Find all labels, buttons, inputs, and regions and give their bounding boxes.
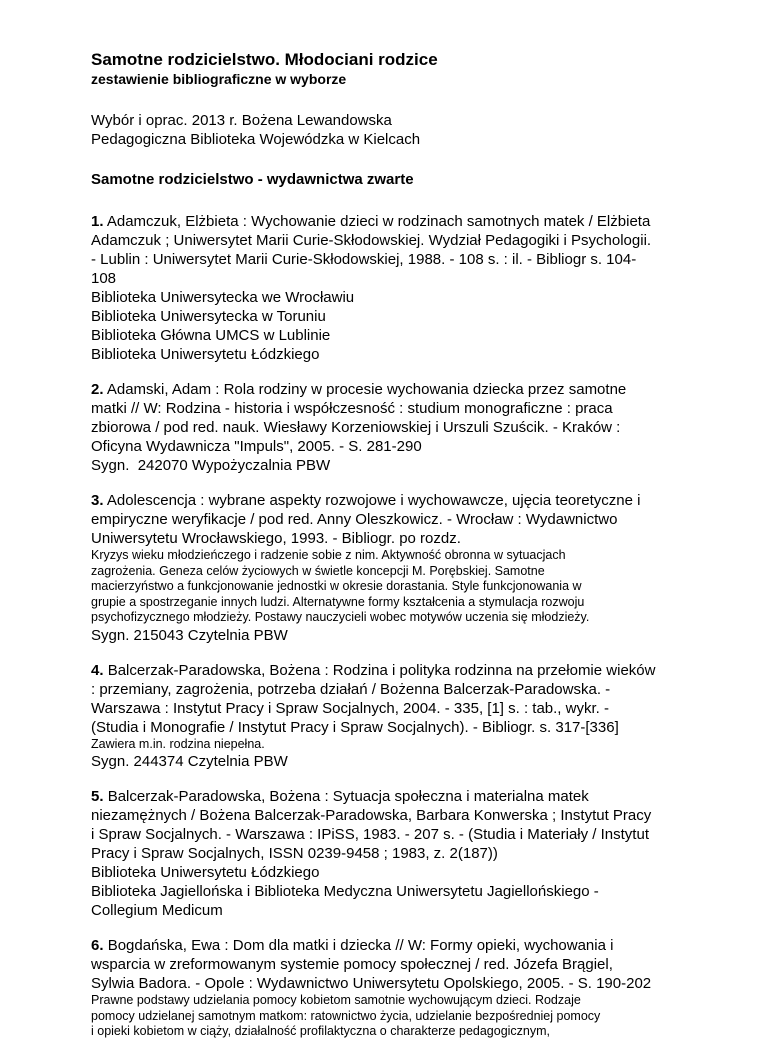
entry-line: Oficyna Wydawnicza "Impuls", 2005. - S. 281-290	[91, 438, 422, 455]
entry-line: Pracy i Spraw Socjalnych, ISSN 0239-9458 ; 1983, z. 2(187))	[91, 845, 498, 862]
entry-line: (Studia i Monografie / Instytut Pracy i Spraw Socjalnych). - Bibliogr. s. 317-[336]	[91, 718, 619, 736]
entry-line: Sylwia Badora. - Opole : Wydawnictwo Uniwersytetu Opolskiego, 2005. - S. 190-202	[91, 975, 652, 992]
entry-line: Warszawa : Instytut Pracy i Spraw Socjalnych, 2004. - 335, [1] s. : tab., wykr. -	[91, 699, 609, 717]
note-line: i opieki kobietom w ciąży, działalność profilaktyczna o charakterze pedagogicznym,	[91, 1024, 551, 1038]
entry-number: 6.	[91, 937, 104, 954]
entry-signature: Sygn. 215043 Czytelnia PBW	[91, 626, 288, 644]
entry-signature: Sygn. 242070 Wypożyczalnia PBW	[91, 457, 331, 474]
entry-description	[91, 491, 691, 548]
entry-line: - Lublin : Uniwersytet Marii Curie-Skłodowskiej, 1988. - 108 s. : il. - Bibliogr s. 104-	[91, 251, 637, 268]
library-location: Collegium Medicum	[91, 902, 223, 919]
note-line: grupie a spostrzeganie innych ludzi. Alternatywne formy kształcenia a stymulacja rozwoju	[91, 594, 585, 609]
entry-line: Bogdańska, Ewa : Dom dla matki i dziecka // W: Formy opieki, wychowania i	[107, 937, 614, 954]
entry-description	[91, 661, 691, 737]
document-title: Samotne rodzicielstwo. Młodociani rodzice	[91, 50, 438, 69]
entry-number: 1.	[91, 213, 104, 230]
intro-block	[91, 111, 691, 149]
intro-line: Wybór i oprac. 2013 r. Bożena Lewandowska	[91, 112, 392, 129]
entry-description	[91, 380, 691, 456]
section-title: Samotne rodzicielstwo - wydawnictwa zwarte	[91, 171, 414, 188]
entry-description	[91, 212, 691, 288]
bibliography-entry	[91, 380, 691, 475]
entry-note	[91, 548, 691, 626]
entry-number: 3.	[91, 492, 104, 509]
entry-line: Adamczuk, Elżbieta : Wychowanie dzieci w rodzinach samotnych matek / Elżbieta	[106, 213, 651, 230]
document-subtitle: zestawienie bibliograficzne w wyborze	[91, 71, 347, 87]
entry-line: : przemiany, zagrożenia, potrzeba działań / Bożenna Balcerzak-Paradowska. -	[91, 680, 611, 698]
entry-signature: Sygn. 244374 Czytelnia PBW	[91, 753, 288, 770]
entry-line: empiryczne weryfikacje / pod red. Anny Oleszkowicz. - Wrocław : Wydawnictwo	[91, 511, 618, 528]
note-line: pomocy udzielanej samotnym matkom: ratownictwo życia, udzielanie bezpośredniej pomocy	[91, 1008, 601, 1023]
document-page	[91, 50, 691, 1040]
entry-line: Balcerzak-Paradowska, Bożena : Sytuacja społeczna i materialna matek	[107, 788, 589, 805]
note-line: macierzyństwo a funkcjonowanie jednostki w okresie dorastania. Style funkcjonowania w	[91, 579, 582, 593]
note-line: Zawiera m.in. rodzina niepełna.	[91, 736, 265, 751]
entry-line: Adamczuk ; Uniwersytet Marii Curie-Skłodowskiej. Wydział Pedagogiki i Psychologii.	[91, 232, 652, 249]
intro-line: Pedagogiczna Biblioteka Wojewódzka w Kielcach	[91, 131, 421, 148]
library-location: Biblioteka Uniwersytecka w Toruniu	[91, 308, 326, 325]
entry-locations	[91, 863, 691, 920]
library-location: Biblioteka Uniwersytecka we Wrocławiu	[91, 289, 355, 306]
entry-line: Adamski, Adam : Rola rodziny w procesie wychowania dziecka przez samotne	[106, 381, 627, 398]
library-location: Biblioteka Główna UMCS w Lublinie	[91, 327, 331, 344]
note-line: psychofizycznego młodzieży. Postawy nauczycieli wobec motywów uczenia się młodzieży.	[91, 610, 590, 624]
entry-description	[91, 936, 691, 993]
bibliography-entry	[91, 787, 691, 920]
entry-number: 4.	[91, 661, 104, 679]
library-location: Biblioteka Uniwersytetu Łódzkiego	[91, 346, 320, 363]
library-location: Biblioteka Uniwersytetu Łódzkiego	[91, 864, 320, 881]
entry-locations	[91, 288, 691, 364]
bibliography-entry	[91, 212, 691, 364]
entry-number: 2.	[91, 381, 104, 398]
note-line: Kryzys wieku młodzieńczego i radzenie sobie z nim. Aktywność obronna w sytuacjach	[91, 548, 566, 562]
bibliography-entry	[91, 491, 691, 645]
bibliography-entry	[91, 936, 691, 1040]
entry-description	[91, 787, 691, 863]
entry-line: i Spraw Socjalnych. - Warszawa : IPiSS, 1983. - 207 s. - (Studia i Materiały / Instytut	[91, 826, 649, 843]
entry-number: 5.	[91, 788, 104, 805]
note-line: Prawne podstawy udzielania pomocy kobietom samotnie wychowującym dzieci. Rodzaje	[91, 993, 581, 1007]
entry-line: wsparcia w zreformowanym systemie pomocy społecznej / red. Józefa Brągiel,	[91, 956, 613, 973]
bibliography-entry	[91, 661, 691, 772]
entry-line: zbiorowa / pod red. nauk. Wiesławy Korzeniowskiej i Urszuli Szuścik. - Kraków :	[91, 419, 621, 436]
entry-line: 108	[91, 270, 117, 287]
entry-line: Uniwersytetu Wrocławskiego, 1993. - Bibliogr. po rozdz.	[91, 530, 461, 547]
entry-note	[91, 737, 691, 753]
library-location: Biblioteka Jagiellońska i Biblioteka Medyczna Uniwersytetu Jagiellońskiego -	[91, 883, 599, 900]
entry-note	[91, 993, 691, 1040]
entry-line: matki // W: Rodzina - historia i współczesność : studium monograficzne : praca	[91, 400, 613, 417]
entry-line: Balcerzak-Paradowska, Bożena : Rodzina i polityka rodzinna na przełomie wieków	[107, 661, 656, 679]
entry-line: Adolescencja : wybrane aspekty rozwojowe i wychowawcze, ujęcia teoretyczne i	[106, 492, 641, 509]
entry-line: niezamężnych / Bożena Balcerzak-Paradowska, Barbara Konwerska ; Instytut Pracy	[91, 807, 652, 824]
note-line: zagrożenia. Geneza celów życiowych w świetle koncepcji M. Porębskiej. Samotne	[91, 563, 545, 578]
